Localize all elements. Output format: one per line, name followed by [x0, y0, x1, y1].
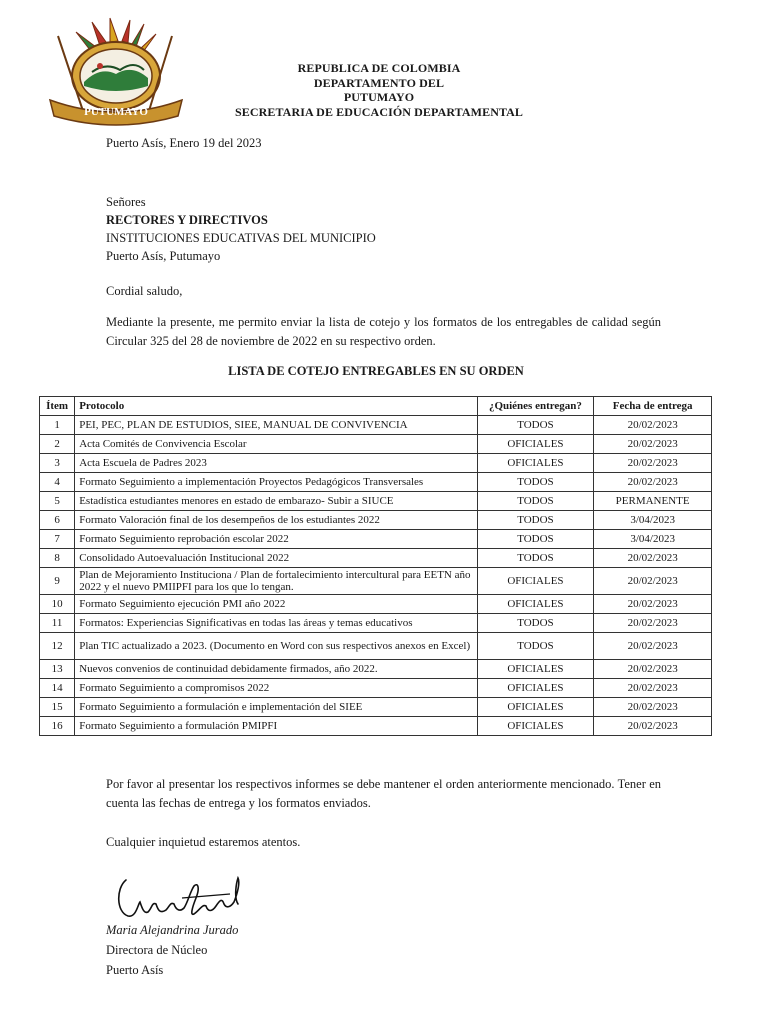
table-row	[40, 717, 712, 736]
cell-protocol: Formato Seguimiento reprobación escolar 2022	[75, 530, 477, 549]
table-row	[40, 435, 712, 454]
cell-protocol: Formato Seguimiento ejecución PMI año 2022	[75, 595, 477, 614]
table-row	[40, 473, 712, 492]
cell-date: 20/02/2023	[594, 698, 712, 717]
cell-item: 5	[40, 492, 75, 511]
cell-item: 4	[40, 473, 75, 492]
cell-date: 20/02/2023	[594, 633, 712, 660]
cell-who: TODOS	[477, 549, 594, 568]
handwritten-signature	[112, 868, 252, 926]
cell-item: 14	[40, 679, 75, 698]
table-title: LISTA DE COTEJO ENTREGABLES EN SU ORDEN	[228, 364, 524, 378]
table-row	[40, 595, 712, 614]
signatory-name: Maria Alejandrina Jurado	[106, 923, 239, 937]
table-row	[40, 698, 712, 717]
cell-who: OFICIALES	[477, 698, 594, 717]
cell-item: 3	[40, 454, 75, 473]
cell-who: OFICIALES	[477, 454, 594, 473]
cell-protocol: Plan TIC actualizado a 2023. (Documento en Word con sus respectivos anexos en Excel)	[75, 633, 477, 660]
cell-who: OFICIALES	[477, 595, 594, 614]
cell-date: 20/02/2023	[594, 595, 712, 614]
table-row	[40, 660, 712, 679]
cell-date: PERMANENTE	[594, 492, 712, 511]
table-row	[40, 679, 712, 698]
cell-protocol: Formato Valoración final de los desempeños de los estudiantes 2022	[75, 511, 477, 530]
cell-who: OFICIALES	[477, 679, 594, 698]
cell-who: TODOS	[477, 530, 594, 549]
cell-item: 2	[40, 435, 75, 454]
cell-who: TODOS	[477, 511, 594, 530]
recipient-name: RECTORES Y DIRECTIVOS	[106, 213, 268, 227]
cell-protocol: Formato Seguimiento a formulación e implementación del SIEE	[75, 698, 477, 717]
cell-who: TODOS	[477, 416, 594, 435]
cell-date: 20/02/2023	[594, 614, 712, 633]
cell-item: 11	[40, 614, 75, 633]
cell-who: TODOS	[477, 633, 594, 660]
cell-date: 20/02/2023	[594, 568, 712, 595]
cell-protocol: Formato Seguimiento a implementación Proyectos Pedagógicos Transversales	[75, 473, 477, 492]
cell-protocol: Formato Seguimiento a compromisos 2022	[75, 679, 477, 698]
cell-date: 20/02/2023	[594, 454, 712, 473]
cell-date: 3/04/2023	[594, 511, 712, 530]
table-row	[40, 549, 712, 568]
cell-protocol: Plan de Mejoramiento Instituciona / Plan de fortalecimiento intercultural para EETN año 2022 y el nuevo PMIIPFI para los que lo tengan.	[75, 568, 477, 595]
logo-banner-text: PUTUMAYO	[84, 106, 148, 118]
cell-protocol: PEI, PEC, PLAN DE ESTUDIOS, SIEE, MANUAL DE CONVIVENCIA	[75, 416, 477, 435]
closing-line: Cualquier inquietud estaremos atentos.	[106, 835, 301, 849]
table-row	[40, 568, 712, 595]
cell-protocol: Acta Comités de Convivencia Escolar	[75, 435, 477, 454]
cell-item: 1	[40, 416, 75, 435]
signatory-place: Puerto Asís	[106, 963, 164, 977]
cell-protocol: Formato Seguimiento a formulación PMIPFI	[75, 717, 477, 736]
table-row	[40, 530, 712, 549]
header-line-department: DEPARTAMENTO DEL	[313, 75, 445, 90]
cell-item: 15	[40, 698, 75, 717]
cell-date: 20/02/2023	[594, 416, 712, 435]
cell-who: TODOS	[477, 473, 594, 492]
cell-who: OFICIALES	[477, 568, 594, 595]
col-header-date: Fecha de entrega	[594, 397, 712, 416]
checklist-table	[39, 396, 712, 736]
table-row	[40, 633, 712, 660]
header-line-department-name: PUTUMAYO	[343, 90, 415, 104]
header-line-secretariat: SECRETARIA DE EDUCACIÓN DEPARTAMENTAL	[234, 104, 524, 119]
date-line: Puerto Asís, Enero 19 del 2023	[106, 136, 262, 150]
greeting: Cordial saludo,	[106, 284, 183, 298]
cell-date: 20/02/2023	[594, 435, 712, 454]
cell-who: TODOS	[477, 614, 594, 633]
letterhead	[200, 61, 558, 119]
cell-who: TODOS	[477, 492, 594, 511]
cell-who: OFICIALES	[477, 660, 594, 679]
cell-protocol: Nuevos convenios de continuidad debidamente firmados, año 2022.	[75, 660, 477, 679]
cell-item: 9	[40, 568, 75, 595]
cell-who: OFICIALES	[477, 435, 594, 454]
table-row	[40, 614, 712, 633]
col-header-item: Ítem	[40, 397, 75, 416]
closing-paragraph: Por favor al presentar los respectivos informes se debe mantener el orden anteriormente mencionado. Tener en cuenta las fechas de entrega y los formatos enviados.	[106, 777, 661, 810]
table-row	[40, 416, 712, 435]
col-header-who: ¿Quiénes entregan?	[477, 397, 594, 416]
cell-item: 16	[40, 717, 75, 736]
cell-item: 13	[40, 660, 75, 679]
cell-protocol: Acta Escuela de Padres 2023	[75, 454, 477, 473]
cell-item: 10	[40, 595, 75, 614]
cell-protocol: Consolidado Autoevaluación Institucional 2022	[75, 549, 477, 568]
cell-date: 20/02/2023	[594, 549, 712, 568]
recipient-title: Señores	[106, 195, 146, 209]
cell-item: 6	[40, 511, 75, 530]
putumayo-coat-of-arms-logo	[40, 16, 190, 126]
cell-date: 20/02/2023	[594, 679, 712, 698]
recipient-place: Puerto Asís, Putumayo	[106, 249, 221, 263]
col-header-protocol: Protocolo	[75, 397, 477, 416]
cell-item: 12	[40, 633, 75, 660]
header-line-country: REPUBLICA DE COLOMBIA	[297, 61, 461, 75]
cell-item: 8	[40, 549, 75, 568]
cell-date: 20/02/2023	[594, 660, 712, 679]
table-header-row	[40, 397, 712, 416]
cell-protocol: Estadística estudiantes menores en estado de embarazo- Subir a SIUCE	[75, 492, 477, 511]
table-body	[40, 416, 712, 736]
cell-item: 7	[40, 530, 75, 549]
cell-date: 3/04/2023	[594, 530, 712, 549]
table-row	[40, 492, 712, 511]
cell-date: 20/02/2023	[594, 717, 712, 736]
table-row	[40, 454, 712, 473]
cell-who: OFICIALES	[477, 717, 594, 736]
table-row	[40, 511, 712, 530]
intro-paragraph: Mediante la presente, me permito enviar la lista de cotejo y los formatos de los entregables de calidad según Circular 325 del 28 de noviembre de 2022 en su respectivo orden.	[106, 315, 661, 348]
recipient-org: INSTITUCIONES EDUCATIVAS DEL MUNICIPIO	[106, 231, 376, 245]
signatory-role: Directora de Núcleo	[106, 943, 208, 957]
cell-date: 20/02/2023	[594, 473, 712, 492]
cell-protocol: Formatos: Experiencias Significativas en todas las áreas y temas educativos	[75, 614, 477, 633]
